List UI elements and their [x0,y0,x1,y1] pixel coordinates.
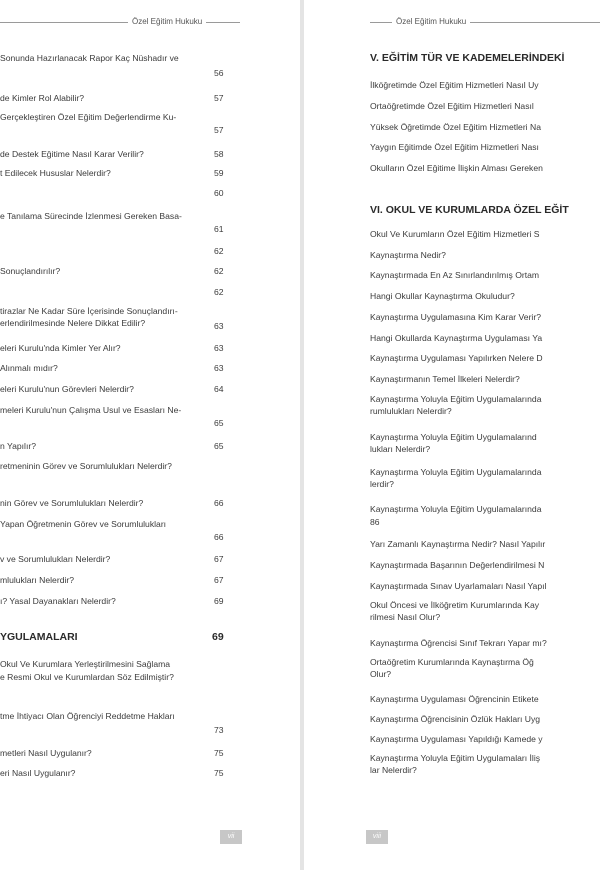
toc-entry[interactable]: Kaynaştırmanın Temel İlkeleri Nelerdir? [370,374,520,384]
toc-entry[interactable]: ı? Yasal Dayanakları Nelerdir? [0,596,116,606]
page-number: 67 [214,575,224,585]
toc-entry[interactable]: Yarı Zamanlı Kaynaştırma Nedir? Nasıl Yapılır [370,539,546,549]
page-number: 63 [214,321,224,331]
toc-entry[interactable]: n Yapılır? [0,441,36,451]
toc-entry-continuation[interactable]: rumlulukları Nelerdir? [370,406,452,416]
toc-entry[interactable]: Kaynaştırma Yoluyla Eğitim Uygulamalarında [370,504,542,514]
toc-entry[interactable]: Gerçekleştiren Özel Eğitim Değerlendirme Ku- [0,112,177,122]
page-number: 62 [214,246,224,256]
toc-entry-continuation[interactable]: lerdir? [370,479,394,489]
page-number: 57 [214,125,224,135]
toc-entry[interactable]: tirazlar Ne Kadar Süre İçerisinde Sonuçlandırı- [0,306,178,316]
page-number: 56 [214,68,224,78]
toc-entry[interactable]: de Kimler Rol Alabilir? [0,93,85,103]
toc-entry[interactable]: Ortaöğretim Kurumlarında Kaynaştırma Öğ [370,657,534,667]
section-heading: VI. OKUL VE KURUMLARDA ÖZEL EĞİT [370,204,569,216]
toc-entry[interactable]: Sonunda Hazırlanacak Rapor Kaç Nüshadır ve [0,53,179,63]
toc-entry[interactable]: Hangi Okullarda Kaynaştırma Uygulaması Ya [370,333,543,343]
toc-entry[interactable]: eleri Kurulu'nda Kimler Yer Alır? [0,343,121,353]
toc-entry[interactable]: Kaynaştırmada Başarının Değerlendirilmesi N [370,560,545,570]
section-heading: YGULAMALARI [0,631,78,643]
running-header: Özel Eğitim Hukuku [392,16,470,28]
toc-entry[interactable]: Okul Öncesi ve İlköğretim Kurumlarında Kay [370,600,540,610]
toc-entry-continuation[interactable]: lukları Nelerdir? [370,444,431,454]
page-number: 73 [214,725,224,735]
section-heading: V. EĞİTİM TÜR VE KADEMELERİNDEKİ [370,52,565,64]
toc-entry[interactable]: de Destek Eğitime Nasıl Karar Verilir? [0,149,144,159]
toc-entry[interactable]: Kaynaştırma Uygulamasına Kim Karar Verir? [370,312,541,322]
toc-entry-continuation[interactable]: Olur? [370,669,392,679]
toc-entry-continuation[interactable]: rilmesi Nasıl Olur? [370,612,441,622]
page-number: 57 [214,93,224,103]
section-page-number: 69 [212,631,224,643]
toc-entry[interactable]: eri Nasıl Uygulanır? [0,768,76,778]
toc-entry[interactable]: İlköğretimde Özel Eğitim Hizmetleri Nasıl Uy [370,80,539,90]
toc-entry[interactable]: Kaynaştırma Yoluyla Eğitim Uygulamalarında [370,394,542,404]
toc-entry[interactable]: Yapan Öğretmenin Görev ve Sorumlulukları [0,519,167,529]
page-number: 64 [214,384,224,394]
toc-entry[interactable]: Kaynaştırma Yoluyla Eğitim Uygulamalarınd [370,432,537,442]
toc-entry[interactable]: Yaygın Eğitimde Özel Eğitim Hizmetleri Nası [370,142,539,152]
toc-entry[interactable]: meleri Kurulu'nun Çalışma Usul ve Esasları Ne- [0,405,182,415]
toc-entry[interactable]: Alınmalı mıdır? [0,363,58,373]
toc-entry[interactable]: e Tanılama Sürecinde İzlenmesi Gereken Basa- [0,211,182,221]
toc-entry[interactable]: retmeninin Görev ve Sorumlulukları Nelerdir? [0,461,172,471]
toc-entry[interactable]: eleri Kurulu'nun Görevleri Nelerdir? [0,384,134,394]
page-number: 69 [214,596,224,606]
toc-entry[interactable]: Hangi Okullar Kaynaştırma Okuludur? [370,291,515,301]
page-number: 75 [214,748,224,758]
footer-page-badge: vii [220,830,242,844]
toc-entry[interactable]: Ortaöğretimde Özel Eğitim Hizmetleri Nasıl [370,101,534,111]
toc-entry[interactable]: Okul Ve Kurumlara Yerleştirilmesini Sağlama [0,659,171,669]
toc-entry[interactable]: Kaynaştırma Öğrencisi Sınıf Tekrarı Yapar mı? [370,638,547,648]
toc-entry[interactable]: Okulların Özel Eğitime İlişkin Alması Gereken [370,163,543,173]
page-number: 62 [214,266,224,276]
page-number: 67 [214,554,224,564]
toc-entry[interactable]: Kaynaştırma Öğrencisinin Özlük Hakları Uyg [370,714,541,724]
toc-entry[interactable]: t Edilecek Hususlar Nelerdir? [0,168,111,178]
toc-entry[interactable]: mlulukları Nelerdir? [0,575,75,585]
toc-entry-continuation[interactable]: lar Nelerdir? [370,765,417,775]
page-number: 66 [214,498,224,508]
toc-entry-continuation[interactable]: e Resmi Okul ve Kurumlardan Söz Edilmiştir? [0,672,174,682]
page-number: 63 [214,343,224,353]
right-page [304,0,600,870]
toc-entry[interactable]: Kaynaştırma Uygulaması Yapılırken Nelere D [370,353,543,363]
toc-entry[interactable]: nin Görev ve Sorumlulukları Nelerdir? [0,498,144,508]
toc-entry[interactable]: metleri Nasıl Uygulanır? [0,748,92,758]
toc-entry[interactable]: Kaynaştırmada En Az Sınırlandırılmış Ortam [370,270,540,280]
toc-entry[interactable]: Kaynaştırma Yoluyla Eğitim Uygulamaları İliş [370,753,541,763]
page-number: 61 [214,224,224,234]
toc-entry[interactable]: Okul Ve Kurumların Özel Eğitim Hizmetleri S [370,229,540,239]
page-number: 65 [214,418,224,428]
toc-entry[interactable]: Sonuçlandırılır? [0,266,61,276]
toc-entry[interactable]: tme İhtiyacı Olan Öğrenciyi Reddetme Hakları [0,711,175,721]
page-number: 75 [214,768,224,778]
page-number: 62 [214,287,224,297]
page-number: 59 [214,168,224,178]
footer-page-badge: viii [366,830,388,844]
toc-entry[interactable]: Kaynaştırma Yoluyla Eğitim Uygulamalarında [370,467,542,477]
toc-entry-continuation[interactable]: 86 [370,517,380,527]
toc-entry[interactable]: Kaynaştırma Nedir? [370,250,446,260]
toc-entry[interactable]: Kaynaştırma Uygulaması Öğrencinin Etikete [370,694,539,704]
toc-entry[interactable]: Kaynaştırma Uygulaması Yapıldığı Kamede y [370,734,543,744]
toc-entry-continuation[interactable]: erlendirilmesinde Nelere Dikkat Edilir? [0,318,146,328]
toc-entry[interactable]: Yüksek Öğretimde Özel Eğitim Hizmetleri Na [370,122,541,132]
page-number: 60 [214,188,224,198]
toc-entry[interactable]: v ve Sorumlulukları Nelerdir? [0,554,111,564]
page-number: 66 [214,532,224,542]
running-header: Özel Eğitim Hukuku [128,16,206,28]
toc-entry[interactable]: Kaynaştırmada Sınav Uyarlamaları Nasıl Yapıl [370,581,547,591]
page-number: 58 [214,149,224,159]
page-number: 65 [214,441,224,451]
page-number: 63 [214,363,224,373]
